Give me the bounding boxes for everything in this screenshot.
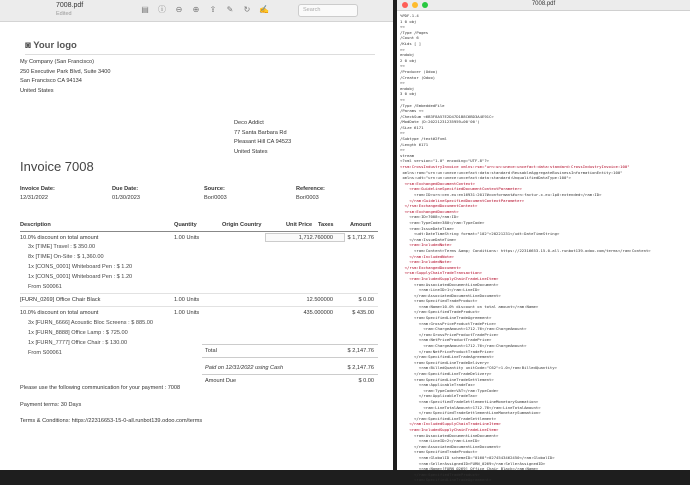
logo-text: Your logo — [33, 40, 77, 51]
line-amount: $ 435.00 — [352, 310, 374, 316]
xml-line: /ModDate (D:20221231235959+00'00') — [400, 119, 480, 125]
xml-line: <rsm:SupplyChainTradeTransaction> — [400, 270, 482, 276]
xml-line: <ram:Name>[FURN_0269] Office Chair Black</ram:Name> — [400, 466, 539, 472]
viewer-title: 7008.pdf — [531, 1, 556, 7]
window-title: 7008.pdf — [56, 2, 84, 9]
reference: Reference: Bor/0003 — [296, 186, 325, 201]
xml-line: <ram:ApplicableTradeTax> — [400, 382, 475, 388]
xml-line: <ram:SpecifiedTradeProduct> — [400, 298, 478, 304]
amount-due-value: $ 0.00 — [358, 378, 374, 384]
customer-line: Deco Addict — [234, 120, 264, 126]
paid-label: Paid on 12/31/2022 using Cash — [205, 365, 284, 371]
xml-line: </rsm:ExchangedDocumentContext> — [400, 203, 478, 209]
col-quantity: Quantity — [174, 222, 197, 228]
xml-line: </ram:SpecifiedTradeProduct> — [400, 471, 480, 477]
xml-line: /CheckSum <6B3F8A57E2D47D1B8C6BD3A4E91C> — [400, 113, 494, 119]
xml-line: </ram:SpecifiedLineTradeDelivery> — [400, 371, 492, 376]
xml-line: >> — [400, 46, 405, 52]
customer-line: United States — [234, 148, 268, 155]
company-address — [20, 58, 111, 96]
xml-line: <ram:GlobalID schemeID="0160">0274543462450</ram:GlobalID> — [400, 454, 555, 460]
xml-line: /Type /Pages — [400, 29, 429, 35]
xml-content — [397, 11, 690, 485]
share-icon[interactable]: ⇪ — [209, 5, 217, 14]
xml-line: <ram:AssociatedDocumentLineDocument> — [400, 432, 499, 438]
xml-viewer-window — [397, 0, 690, 483]
line-unit-price: 12.500000 — [306, 297, 333, 303]
invoice-page — [0, 22, 393, 470]
xml-line: <?xml version="1.0" encoding="UTF-8"?> — [400, 158, 490, 164]
company-line: 250 Executive Park Blvd, Suite 3400 — [20, 68, 111, 75]
line-quantity: 1.00 Units — [174, 235, 200, 241]
line-description: 10.0% discount on total amount — [20, 235, 99, 241]
line-description: 10.0% discount on total amount — [20, 310, 99, 316]
table-header-divider — [20, 231, 378, 232]
xml-line: /Size 6171 — [400, 124, 424, 130]
xml-line: </ram:AssociatedDocumentLineDocument> — [400, 443, 501, 449]
window-subtitle: Edited — [56, 11, 72, 17]
xml-line: </ram:SpecifiedLineTradeSettlement> — [400, 415, 497, 421]
totals-divider — [202, 374, 378, 375]
xml-line: <ram:ID>7008</ram:ID> — [400, 214, 459, 220]
xml-line: <ram:IncludedSupplyChainTradeLineItem> — [400, 275, 499, 281]
xml-line: </ram:GrossPriceProductTradePrice> — [400, 331, 499, 337]
preview-toolbar — [0, 0, 393, 22]
xml-line: << — [400, 24, 405, 30]
xml-line: <ram:SpecifiedTradeProduct> — [400, 449, 478, 455]
zoom-out-icon[interactable]: ⊖ — [175, 5, 183, 14]
rotate-icon[interactable]: ↻ — [243, 5, 251, 14]
xml-line: <ram:SpecifiedLineTradeAgreement> — [400, 477, 492, 483]
xml-line: <ram:SpecifiedLineTradeSettlement> — [400, 376, 494, 382]
line-amount: $ 1,712.76 — [347, 235, 374, 241]
xml-line: <ram:TypeCode>380</ram:TypeCode> — [400, 219, 485, 225]
xml-line: <ram:IncludedNote> — [400, 259, 452, 265]
line-unit-price: 1,712.760000 — [298, 235, 333, 241]
xml-line: <rsm:CrossIndustryInvoice xmlns:rsm="urn:un:unece:uncefact:data:standard:CrossIndustryInvoice:100" — [400, 164, 630, 170]
company-line: United States — [20, 87, 54, 94]
xml-line: <ram:SellerAssignedID>FURN_0269</ram:SellerAssignedID> — [400, 460, 546, 466]
xml-line: <rsm:ExchangedDocument> — [400, 208, 459, 214]
col-amount: Amount — [350, 222, 372, 228]
xml-line: /Count 6 — [400, 35, 419, 41]
xml-line: </ram:AssociatedDocumentLineDocument> — [400, 292, 501, 298]
payment-terms: Payment terms: 30 Days — [20, 402, 82, 408]
due-date: Due Date: 01/30/2023 — [112, 186, 140, 201]
xml-line: /Params << — [400, 108, 424, 114]
source: Source: Bor/0003 — [204, 186, 227, 201]
xml-line: </ram:SpecifiedTradeProduct> — [400, 309, 480, 315]
row-divider — [20, 306, 378, 307]
payment-communication: Please use the following communication for your payment : 7008 — [20, 385, 181, 391]
xml-line: <ram:IssueDateTime> — [400, 225, 454, 231]
xml-line: /Producer (Odoo) — [400, 68, 438, 74]
xml-line: /Kids [ ] — [400, 40, 422, 46]
xml-line: 2 0 obj — [400, 57, 417, 63]
xml-line: </ram:NetPriceProductTradePrice> — [400, 348, 494, 354]
line-sub-item: 1x [CONS_0001] Whiteboard Pen : $ 1.20 — [28, 264, 133, 270]
xml-line: </ram:IncludedSupplyChainTradeLineItem> — [400, 421, 501, 427]
xml-line: <ram:AssociatedDocumentLineDocument> — [400, 281, 499, 287]
xml-line: <ram:ID>urn:cen.eu:en16931:2017#conformant#urn:factur-x.eu:1p0:extended</ram:ID> — [400, 192, 602, 197]
xml-line: </ram:ApplicableTradeTax> — [400, 393, 478, 399]
xml-line: <ram:GrossPriceProductTradePrice> — [400, 320, 497, 326]
xml-line: xmlns:udt="urn:un:unece:uncefact:data:standard:UnqualifiedDataType:100"> — [400, 175, 571, 181]
xml-line: <ram:LineID>1</ram:LineID> — [400, 287, 480, 293]
company-logo — [25, 40, 77, 51]
xml-line: stream — [400, 152, 415, 158]
row-divider — [20, 293, 378, 294]
xml-line: >> — [400, 147, 405, 153]
line-unit-price: 435.000000 — [303, 310, 333, 316]
customer-line: 77 Santa Barbara Rd — [234, 129, 287, 136]
xml-line: /Creator (Odoo) — [400, 74, 436, 80]
xml-line: << — [400, 96, 405, 102]
viewer-titlebar — [397, 0, 690, 11]
search-input[interactable]: Search — [298, 4, 358, 17]
xml-line: </rsm:ExchangedDocument> — [400, 264, 461, 270]
totals-divider — [202, 344, 378, 345]
xml-line: <rsm:ExchangedDocumentContext> — [400, 180, 475, 186]
xml-line: <ram:SpecifiedTradeSettlementLineMonetarySummation> — [400, 398, 539, 404]
line-origin: From S00061 — [28, 350, 62, 356]
annotate-icon[interactable]: ✍ — [259, 5, 269, 14]
xml-line: endobj — [400, 85, 415, 91]
xml-line: <ram:ChargeAmount>1712.76</ram:ChargeAmount> — [400, 326, 527, 332]
xml-line: /Subtype /text#2Fxml — [400, 136, 447, 142]
xml-line: <ram:LineTotalAmount>1712.76</ram:LineTotalAmount> — [400, 404, 541, 410]
total-value: $ 2,147.76 — [347, 348, 374, 354]
line-origin: From S00061 — [28, 284, 62, 290]
sidebar-icon[interactable]: ▤ — [141, 5, 149, 14]
line-sub-item: 3x [FURN_6666] Acoustic Bloc Screens : $ 885.00 — [28, 320, 153, 326]
xml-line: </ram:IssueDateTime> — [400, 236, 457, 242]
xml-line: <ram:SpecifiedLineTradeDelivery> — [400, 359, 490, 365]
xml-line: <ram:GuidelineSpecifiedDocumentContextParameter> — [400, 186, 522, 192]
col-origin: Origin Country — [222, 222, 262, 228]
header-divider — [25, 54, 375, 55]
xml-line: 1 0 obj — [400, 18, 417, 24]
camera-icon: ◙ — [25, 40, 31, 51]
xml-line: <ram:Name>10.0% discount on total amount</ram:Name> — [400, 303, 539, 309]
col-unit-price: Unit Price — [286, 222, 313, 228]
xml-line: 3 0 obj — [400, 91, 417, 97]
xml-line: </ram:SpecifiedTradeSettlementLineMonetarySummation> — [400, 410, 541, 416]
xml-line: </ram:SpecifiedLineTradeAgreement> — [400, 354, 494, 360]
xml-line: >> — [400, 80, 405, 86]
line-sub-item: 8x [TIME] On-Site : $ 1,360.00 — [28, 254, 104, 260]
line-sub-item: 3x [TIME] Travel : $ 350.00 — [28, 244, 96, 250]
xml-line: <ram:TypeCode>VAT</ram:TypeCode> — [400, 387, 499, 393]
company-line: My Company (San Francisco) — [20, 59, 94, 65]
xml-line: <ram:BilledQuantity unitCode="C62">1.0</ram:BilledQuantity> — [400, 365, 557, 371]
xml-line: %PDF-1.4 — [400, 13, 419, 18]
line-sub-item: 1x [CONS_0001] Whiteboard Pen : $ 1.20 — [28, 274, 133, 280]
xml-line: <ram:IncludedSupplyChainTradeLineItem> — [400, 426, 499, 432]
company-line: San Francisco CA 94134 — [20, 78, 82, 84]
xml-line: << — [400, 63, 405, 69]
xml-line: xmlns:ram="urn:un:unece:uncefact:data:standard:ReusableAggregateBusinessInformationEntity:100" — [400, 169, 623, 175]
col-taxes: Taxes — [318, 222, 334, 228]
xml-line: >> — [400, 130, 405, 136]
paid-value: $ 2,147.76 — [347, 365, 374, 371]
customer-address — [234, 119, 291, 157]
xml-line: <ram:LineID>2</ram:LineID> — [400, 438, 480, 444]
xml-line: <ram:ChargeAmount>1712.76</ram:ChargeAmount> — [400, 343, 527, 349]
customer-line: Pleasant Hill CA 94523 — [234, 139, 292, 145]
terms-conditions: Terms & Conditions: https://22316653-15-0-all.runbot139.odoo.com/terms — [20, 418, 203, 424]
line-quantity: 1.00 Units — [174, 297, 200, 303]
zoom-in-icon[interactable]: ⊕ — [192, 5, 200, 14]
line-amount: $ 0.00 — [358, 297, 374, 303]
amount-due-label: Amount Due — [205, 378, 237, 384]
xml-line: <udt:DateTimeString format="102">20221231</udt:DateTimeString> — [400, 231, 560, 237]
xml-line: /Type /EmbeddedFile — [400, 102, 445, 108]
xml-line: <ram:NetPriceProductTradePrice> — [400, 337, 492, 343]
totals-divider — [202, 357, 378, 358]
line-sub-item: 1x [FURN_7777] Office Chair : $ 130.00 — [28, 340, 128, 346]
total-label: Total — [205, 348, 217, 354]
xml-line: <ram:Content>Terms &amp; Conditions: https://22316653-15-0-all.runbot139.odoo.com/terms</ram:Content> — [400, 247, 651, 253]
info-icon[interactable]: ⓘ — [158, 5, 166, 14]
line-sub-item: 1x [FURN_8888] Office Lamp : $ 725.00 — [28, 330, 128, 336]
xml-line: <ram:SpecifiedLineTradeAgreement> — [400, 315, 492, 321]
xml-line: </ram:IncludedNote> — [400, 253, 454, 259]
xml-line: endobj — [400, 52, 415, 58]
invoice-title: Invoice 7008 — [20, 159, 94, 174]
xml-line: /Length 6171 — [400, 141, 429, 147]
col-description: Description — [20, 222, 51, 228]
invoice-date: Invoice Date: 12/31/2022 — [20, 186, 55, 201]
xml-line: <ram:IncludedNote> — [400, 242, 452, 248]
markup-icon[interactable]: ✎ — [226, 5, 234, 14]
toolbar-tools — [140, 5, 269, 15]
line-description: [FURN_0269] Office Chair Black — [20, 297, 101, 303]
xml-line: </ram:GuidelineSpecifiedDocumentContextParameter> — [400, 197, 525, 203]
line-quantity: 1.00 Units — [174, 310, 200, 316]
